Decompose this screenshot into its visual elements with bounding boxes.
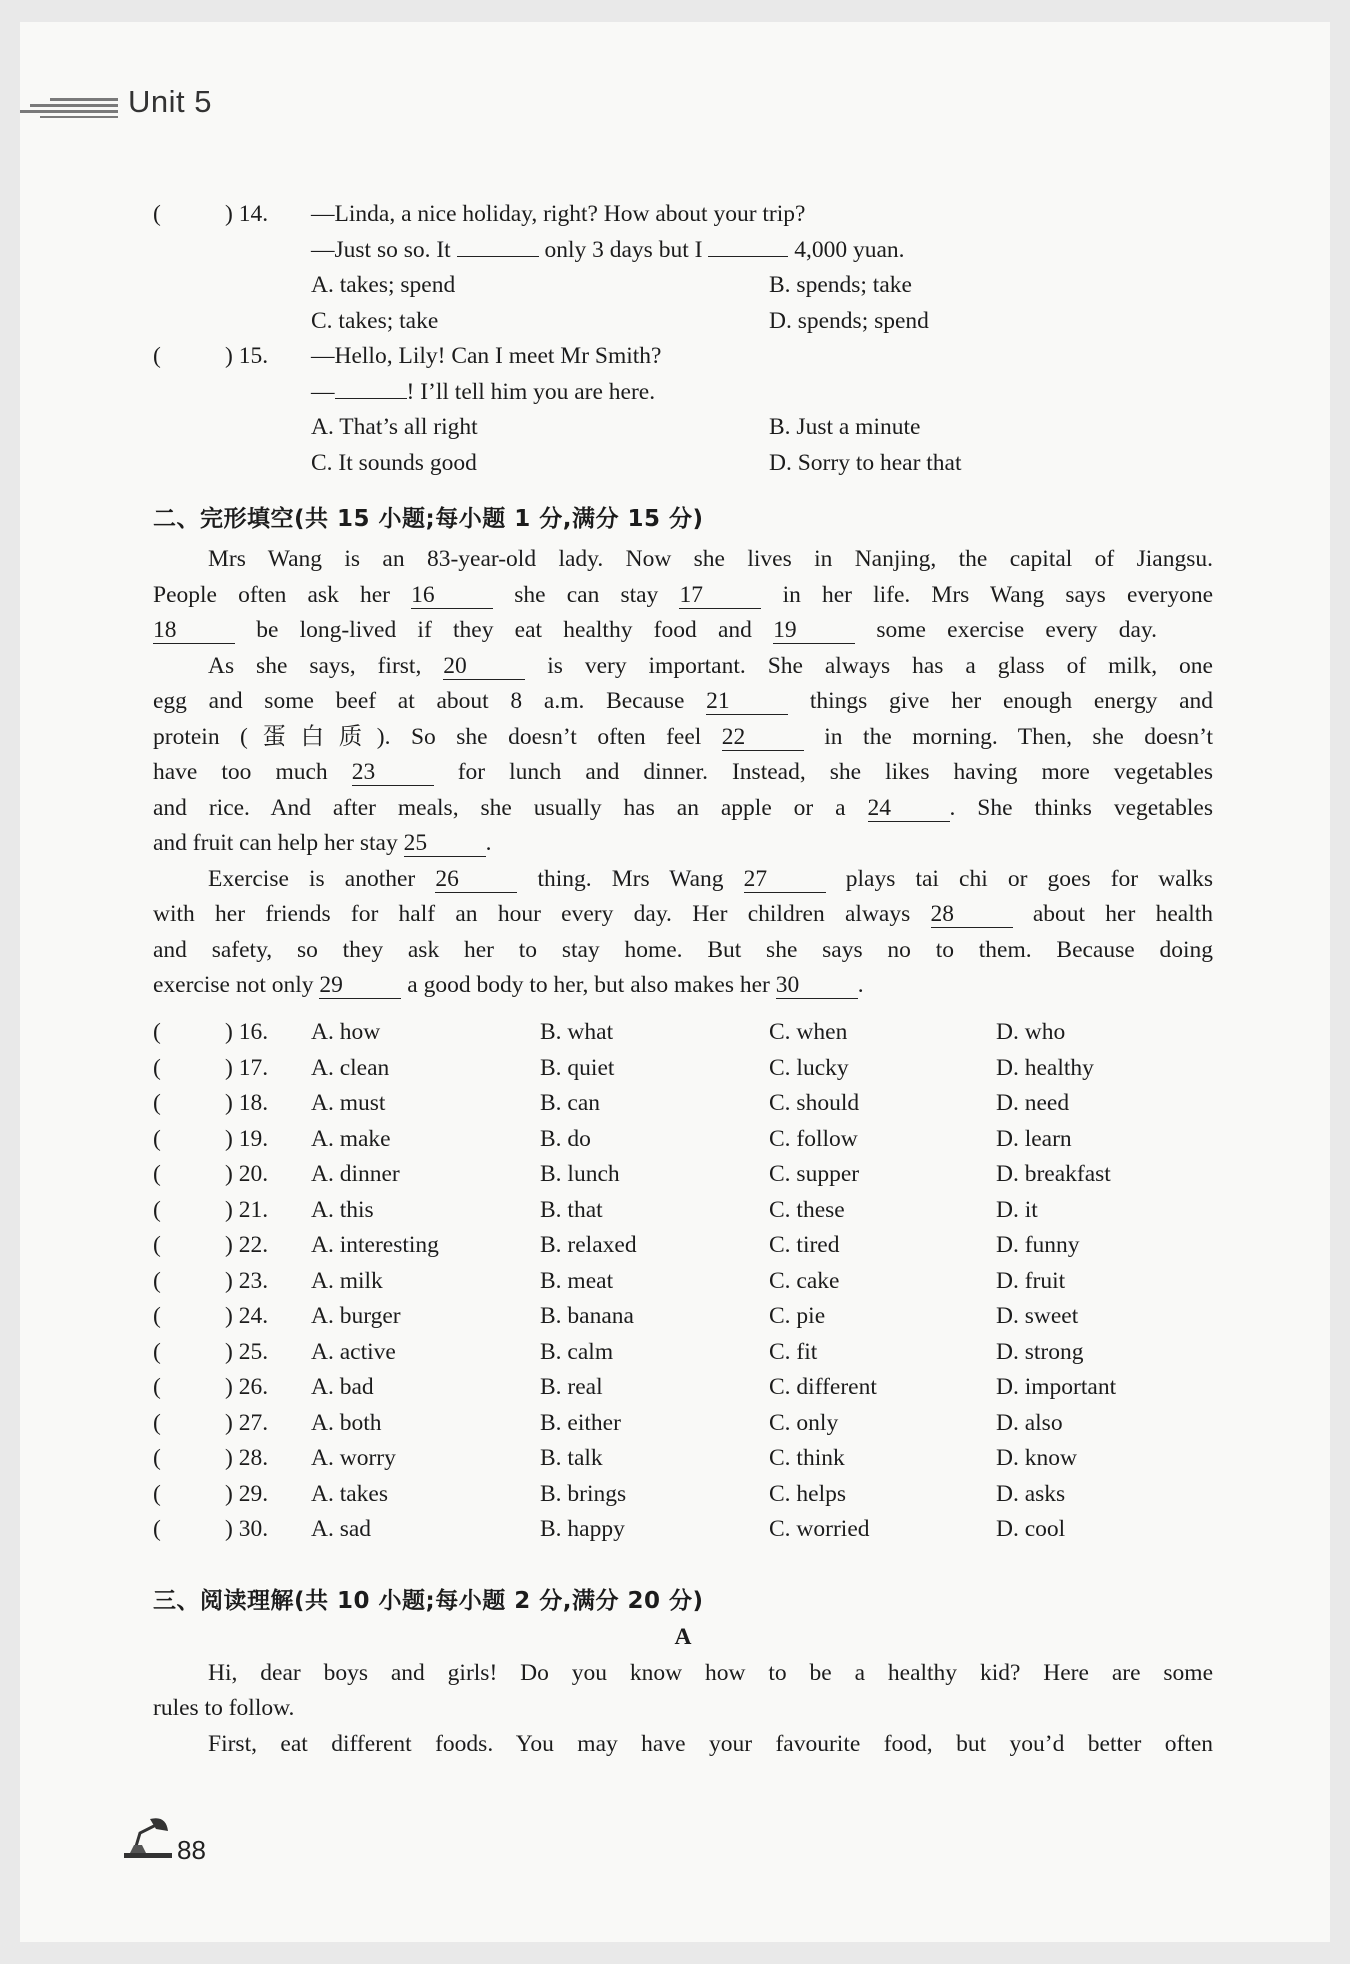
blank[interactable] xyxy=(335,398,407,399)
option-b[interactable]: B. real xyxy=(540,1374,603,1400)
question-14: ( ) 14. —Linda, a nice holiday, right? How about your trip? —Just so so. It only 3 days but I 4,000 yuan. A. takes; spend B. spends; take C. takes; take D. spends; spend xyxy=(153,197,1213,339)
option-d[interactable]: D. strong xyxy=(996,1338,1084,1365)
page-number: 88 xyxy=(177,1835,206,1865)
blank-30[interactable]: 30 xyxy=(776,972,858,999)
option-a[interactable]: A. make xyxy=(311,1125,391,1152)
option-a[interactable]: A. takes; spend xyxy=(311,272,456,298)
option-c[interactable]: C. cake xyxy=(769,1267,840,1294)
question-number: ) 18. xyxy=(225,1090,269,1116)
passage-line: protein (蛋白质). So she doesn’t often feel 22 in the morning. Then, she doesn’t xyxy=(153,723,1213,750)
passage-line: Mrs Wang is an 83-year-old lady. Now she lives in Nanjing, the capital of Jiangsu. xyxy=(208,546,1213,572)
option-a[interactable]: A. bad xyxy=(311,1374,374,1400)
option-b[interactable]: B. either xyxy=(540,1409,621,1436)
cloze-answer-options xyxy=(153,1015,1213,1548)
unit-header xyxy=(20,84,520,124)
passage-line: 18 be long-lived if they eat healthy food and 19 some exercise every day. xyxy=(153,617,1158,643)
option-c[interactable]: C. worried xyxy=(769,1516,870,1542)
option-b[interactable]: B. do xyxy=(540,1125,591,1152)
option-d[interactable]: D. learn xyxy=(996,1125,1072,1152)
blank[interactable] xyxy=(708,256,788,257)
blank-26[interactable]: 26 xyxy=(435,866,517,893)
option-d[interactable]: D. healthy xyxy=(996,1054,1094,1081)
option-b[interactable]: B. quiet xyxy=(540,1054,615,1081)
answer-bracket[interactable]: ( xyxy=(153,1409,161,1436)
passage-line: People often ask her 16 she can stay 17 in her life. Mrs Wang says everyone xyxy=(153,581,1214,608)
option-b[interactable]: B. Just a minute xyxy=(769,414,921,440)
answer-row xyxy=(153,1157,1213,1193)
option-a[interactable]: A. milk xyxy=(311,1267,383,1294)
question-text: — ! I’ll tell him you are here. xyxy=(311,378,656,405)
option-a[interactable]: A. sad xyxy=(311,1516,372,1542)
blank-23[interactable]: 23 xyxy=(352,759,434,786)
page-footer xyxy=(120,1815,206,1866)
option-c[interactable]: C. should xyxy=(769,1090,860,1116)
blank-19[interactable]: 19 xyxy=(773,617,855,644)
option-d[interactable]: D. important xyxy=(996,1374,1117,1400)
answer-row xyxy=(153,1122,1213,1158)
passage-label: A xyxy=(674,1624,692,1650)
blank-18[interactable]: 18 xyxy=(153,617,235,644)
answer-row xyxy=(153,1086,1213,1122)
option-b[interactable]: B. banana xyxy=(540,1303,634,1329)
question-number: ) 22. xyxy=(225,1232,269,1258)
speed-line xyxy=(40,116,118,118)
question-number: ) 30. xyxy=(225,1516,269,1542)
option-d[interactable]: D. breakfast xyxy=(996,1161,1111,1187)
answer-row xyxy=(153,1370,1213,1406)
blank-20[interactable]: 20 xyxy=(443,653,525,680)
option-d[interactable]: D. Sorry to hear that xyxy=(769,449,962,476)
option-b[interactable]: B. calm xyxy=(540,1338,614,1365)
answer-bracket[interactable]: ( xyxy=(153,1480,161,1507)
blank-27[interactable]: 27 xyxy=(744,866,826,893)
answer-bracket[interactable]: ( xyxy=(153,1232,161,1258)
option-a[interactable]: A. this xyxy=(311,1196,374,1223)
option-b[interactable]: B. spends; take xyxy=(769,272,912,298)
cloze-passage xyxy=(153,542,1213,1004)
option-c[interactable]: C. supper xyxy=(769,1161,860,1187)
option-c[interactable]: C. pie xyxy=(769,1303,826,1329)
question-15: ( ) 15. —Hello, Lily! Can I meet Mr Smith? — ! I’ll tell him you are here. A. That’s all right B. Just a minute C. It sounds good D. Sorry to hear that xyxy=(153,339,1213,481)
speed-line xyxy=(30,104,118,107)
option-d[interactable]: D. fruit xyxy=(996,1267,1066,1294)
option-c[interactable]: C. takes; take xyxy=(311,307,439,334)
passage-line: Hi, dear boys and girls! Do you know how to be a healthy kid? Here are some xyxy=(208,1659,1213,1686)
answer-bracket[interactable]: ( xyxy=(153,1338,161,1365)
blank-25[interactable]: 25 xyxy=(404,830,486,857)
answer-bracket[interactable]: ( xyxy=(153,1161,161,1187)
question-number: ) 16. xyxy=(225,1019,269,1045)
passage-line: and safety, so they ask her to stay home. But she says no to them. Because doing xyxy=(153,936,1213,963)
question-number: ) 28. xyxy=(225,1445,269,1471)
option-d[interactable]: D. it xyxy=(996,1196,1038,1223)
blank-29[interactable]: 29 xyxy=(319,972,401,999)
option-a[interactable]: A. both xyxy=(311,1409,382,1436)
option-c[interactable]: C. these xyxy=(769,1196,845,1223)
option-a[interactable]: A. dinner xyxy=(311,1161,400,1187)
answer-bracket[interactable]: ( xyxy=(153,1445,161,1471)
option-d[interactable]: D. know xyxy=(996,1445,1077,1471)
option-d[interactable]: D. also xyxy=(996,1409,1063,1436)
answer-bracket[interactable]: ( xyxy=(153,1303,161,1329)
option-d[interactable]: D. spends; spend xyxy=(769,307,929,334)
passage-line: Exercise is another 26 thing. Mrs Wang 27 plays tai chi or goes for walks xyxy=(208,865,1214,892)
question-number: ) 27. xyxy=(225,1409,269,1436)
question-number: ) 21. xyxy=(225,1196,269,1223)
passage-line: rules to follow. xyxy=(153,1695,295,1721)
desk-lamp-icon xyxy=(120,1815,176,1861)
option-b[interactable]: B. happy xyxy=(540,1516,625,1542)
reading-passage xyxy=(153,1620,1213,1762)
option-a[interactable]: A. burger xyxy=(311,1303,401,1329)
option-b[interactable]: B. talk xyxy=(540,1445,603,1471)
answer-row xyxy=(153,1406,1213,1442)
blank-24[interactable]: 24 xyxy=(868,795,950,822)
option-a[interactable]: A. takes xyxy=(311,1480,389,1507)
option-d[interactable]: D. who xyxy=(996,1019,1066,1045)
answer-bracket[interactable]: ( xyxy=(153,1054,161,1081)
question-text: —Just so so. It only 3 days but I 4,000 yuan. xyxy=(311,236,905,263)
answer-row xyxy=(153,1477,1213,1513)
answer-row xyxy=(153,1441,1213,1477)
answer-row xyxy=(153,1051,1213,1087)
option-a[interactable]: A. That’s all right xyxy=(311,414,478,440)
option-a[interactable]: A. must xyxy=(311,1090,386,1116)
answer-row xyxy=(153,1193,1213,1229)
option-d[interactable]: D. need xyxy=(996,1090,1070,1116)
option-b[interactable]: B. brings xyxy=(540,1480,627,1507)
answer-bracket[interactable]: ( xyxy=(153,1090,161,1116)
option-c[interactable]: C. follow xyxy=(769,1125,858,1152)
passage-line: with her friends for half an hour every day. Her children always 28 about her health xyxy=(153,901,1214,927)
question-number: ) 29. xyxy=(225,1480,269,1507)
unit-title: Unit 5 xyxy=(128,84,212,119)
option-a[interactable]: A. active xyxy=(311,1338,396,1365)
option-c[interactable]: C. different xyxy=(769,1374,877,1400)
question-number: ) 24. xyxy=(225,1303,269,1329)
blank-22[interactable]: 22 xyxy=(722,724,804,751)
option-b[interactable]: B. that xyxy=(540,1196,603,1223)
passage-line: First, eat different foods. You may have your favourite food, but you’d better often xyxy=(208,1730,1213,1757)
passage-line: egg and some beef at about 8 a.m. Because 21 things give her enough energy and xyxy=(153,688,1214,714)
answer-bracket[interactable]: ( xyxy=(153,343,161,369)
option-b[interactable]: B. relaxed xyxy=(540,1232,637,1258)
question-number: 15. xyxy=(238,343,269,369)
option-a[interactable]: A. interesting xyxy=(311,1232,439,1258)
passage-line: have too much 23 for lunch and dinner. Instead, she likes having more vegetables xyxy=(153,759,1213,785)
question-number: ) 23. xyxy=(225,1267,269,1294)
question-number: ) 17. xyxy=(225,1054,269,1081)
passage-line: exercise not only 29 a good body to her, but also makes her 30 . xyxy=(153,972,864,998)
option-d[interactable]: D. cool xyxy=(996,1516,1066,1542)
option-b[interactable]: B. what xyxy=(540,1019,614,1045)
blank-21[interactable]: 21 xyxy=(706,688,788,715)
answer-row xyxy=(153,1264,1213,1300)
blank-17[interactable]: 17 xyxy=(679,582,761,609)
answer-row xyxy=(153,1015,1213,1051)
answer-row xyxy=(153,1228,1213,1264)
option-b[interactable]: B. can xyxy=(540,1090,601,1116)
answer-bracket[interactable]: ( xyxy=(153,1267,161,1294)
blank[interactable] xyxy=(457,256,539,257)
question-number: ) 20. xyxy=(225,1161,269,1187)
question-number: ) 26. xyxy=(225,1374,269,1400)
answer-bracket[interactable]: ( xyxy=(153,1516,161,1542)
speed-line xyxy=(50,98,118,101)
section-title: 三、阅读理解(共 10 小题;每小题 2 分,满分 20 分) xyxy=(153,1588,704,1614)
blank-16[interactable]: 16 xyxy=(411,582,493,609)
answer-bracket[interactable]: ( xyxy=(153,1125,161,1152)
answer-bracket[interactable]: ( xyxy=(153,1196,161,1223)
option-c[interactable]: C. think xyxy=(769,1445,845,1471)
passage-line: and rice. And after meals, she usually has an apple or a 24 . She thinks vegetables xyxy=(153,794,1213,821)
passage-line: As she says, first, 20 is very important. She always has a glass of milk, one xyxy=(208,652,1213,679)
option-b[interactable]: B. meat xyxy=(540,1267,614,1294)
option-a[interactable]: A. worry xyxy=(311,1445,396,1471)
answer-row xyxy=(153,1335,1213,1371)
option-c[interactable]: C. helps xyxy=(769,1480,847,1507)
answer-bracket[interactable]: ( xyxy=(153,201,161,227)
answer-bracket[interactable]: ( xyxy=(153,1019,161,1045)
question-text: —Hello, Lily! Can I meet Mr Smith? xyxy=(311,343,662,369)
option-a[interactable]: A. how xyxy=(311,1019,381,1045)
question-number: ) 19. xyxy=(225,1125,269,1152)
question-number: ) 25. xyxy=(225,1338,269,1365)
section-title: 二、完形填空(共 15 小题;每小题 1 分,满分 15 分) xyxy=(153,506,704,532)
option-d[interactable]: D. asks xyxy=(996,1480,1066,1507)
answer-row xyxy=(153,1299,1213,1335)
option-c[interactable]: C. only xyxy=(769,1409,839,1436)
option-c[interactable]: C. lucky xyxy=(769,1054,849,1081)
option-c[interactable]: C. when xyxy=(769,1019,848,1045)
option-d[interactable]: D. funny xyxy=(996,1232,1080,1258)
answer-row xyxy=(153,1512,1213,1548)
workbook-page xyxy=(20,22,1330,1942)
option-c[interactable]: C. It sounds good xyxy=(311,449,477,476)
option-b[interactable]: B. lunch xyxy=(540,1161,620,1187)
passage-line: and fruit can help her stay 25 . xyxy=(153,830,492,856)
blank-28[interactable]: 28 xyxy=(931,901,1013,928)
option-d[interactable]: D. sweet xyxy=(996,1303,1079,1329)
option-c[interactable]: C. fit xyxy=(769,1338,818,1365)
question-text: —Linda, a nice holiday, right? How about your trip? xyxy=(311,201,806,227)
answer-bracket[interactable]: ( xyxy=(153,1374,161,1400)
question-number: 14. xyxy=(238,201,269,227)
speed-line xyxy=(20,110,118,113)
option-a[interactable]: A. clean xyxy=(311,1054,390,1081)
option-c[interactable]: C. tired xyxy=(769,1232,840,1258)
